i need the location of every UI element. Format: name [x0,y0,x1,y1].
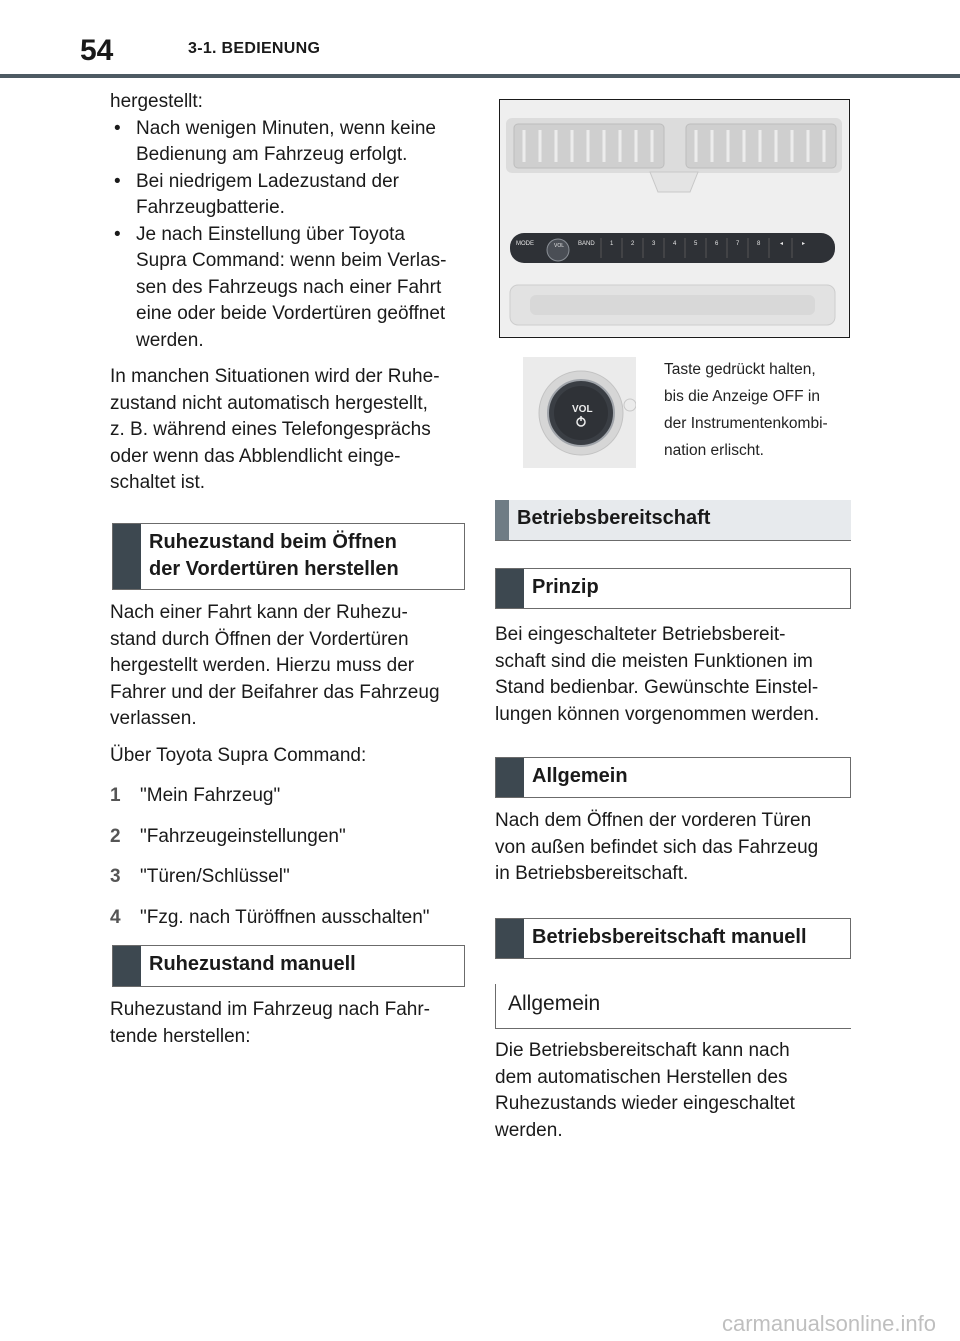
list-item: • Bei niedrigem Ladezustand der Fahrzeugbatterie. [114,170,400,218]
svg-text:VOL: VOL [554,243,565,249]
page-number: 54 [80,34,114,67]
svg-text:BAND: BAND [578,241,595,247]
left-column-bottom [110,997,470,1050]
section-heading-doors: Ruhezustand beim Öffnen der Vordertüren herstellen [112,523,465,590]
watermark: carmanualsonline.info [721,1311,936,1336]
paragraph-sleep-situations: In manchen Situationen wird der Ruhe- zustand nicht automatisch hergestellt, z. B. während eines Telefongesprächs oder wenn das Abblendlicht einge- schaltet ist. [110,366,440,493]
svg-text:7: 7 [736,241,740,247]
list-item: 2 "Fahrzeugeinstellungen" [110,825,346,847]
heading-bar [496,569,524,608]
bullet-icon: • [114,117,121,139]
section-heading-general: Allgemein [495,757,851,798]
chapter-title: 3-1. BEDIENUNG [188,40,321,57]
heading-bar [496,758,524,797]
list-item: • Nach wenigen Minuten, wenn keine Bedienung am Fahrzeug erfolgt. [114,117,436,165]
left-column [110,89,470,497]
principle-text: Bei eingeschalteter Betriebsbereit- schaft sind die meisten Funktionen im Stand bedienbar. Gewünschte Einstel- lungen können vorgenommen werden. [495,624,820,725]
svg-text:4: 4 [673,241,677,247]
bullet-list [110,116,470,355]
header-rule [0,74,960,78]
heading-bar [113,524,141,589]
radio-panel-photo [499,99,850,338]
bullet-icon: • [114,223,121,245]
general-text: Nach dem Öffnen der vorderen Türen von außen befindet sich das Fahrzeug in Betriebsbereitschaft. [495,810,819,884]
list-item: 1 "Mein Fahrzeug" [110,785,281,806]
radio-panel-illustration [500,100,848,336]
list-item: • Je nach Einstellung über Toyota Supra Command: wenn beim Verlas- sen des Fahrzeugs nach einer Fahrt eine oder beide Vordertüren geöffnet werden. [114,223,447,351]
main-heading-readiness: Betriebsbereitschaft [495,500,851,541]
list-item: 4 "Fzg. nach Türöffnen ausschalten" [110,906,430,928]
section-heading-manual: Ruhezustand manuell [112,945,465,987]
vol-knob-photo [523,357,636,468]
svg-text:3: 3 [652,241,656,247]
svg-text:6: 6 [715,241,719,247]
image-caption: Taste gedrückt halten, bis die Anzeige OFF in der Instrumentenkombi- nation erlischt. [664,361,828,459]
heading-bar [113,946,141,986]
list-item: 3 "Türen/Schlüssel" [110,866,290,887]
svg-text:VOL: VOL [572,404,593,415]
manual-readiness-text: Die Betriebsbereitschaft kann nach dem automatischen Herstellen des Ruhezustands wieder eingeschaltet werden. [495,1040,795,1141]
svg-text:◂: ◂ [780,241,784,247]
heading-bar [496,919,524,958]
bullet-icon: • [114,170,121,192]
section-heading-manual-readiness: Betriebsbereitschaft manuell [495,918,851,959]
svg-text:5: 5 [694,241,698,247]
svg-text:MODE: MODE [516,241,534,247]
step-list [110,783,470,931]
section-heading-principle: Prinzip [495,568,851,609]
command-intro: Über Toyota Supra Command: [110,744,367,766]
intro-text: hergestellt: [110,91,203,112]
svg-text:1: 1 [610,241,614,247]
left-column-lower [110,600,470,931]
paragraph-doors: Nach einer Fahrt kann der Ruhezu- stand durch Öffnen der Vordertüren hergestellt werden. Hierzu muss der Fahrer und der Beifahrer das Fahrzeug verlassen. [110,602,440,729]
subheading-general: Allgemein [495,984,851,1029]
svg-text:▸: ▸ [802,241,806,247]
paragraph-manual: Ruhezustand im Fahrzeug nach Fahr- tende herstellen: [110,999,430,1047]
svg-text:2: 2 [631,241,635,247]
heading-bar [495,500,509,540]
svg-text:8: 8 [757,241,761,247]
vol-knob-illustration [523,357,636,468]
